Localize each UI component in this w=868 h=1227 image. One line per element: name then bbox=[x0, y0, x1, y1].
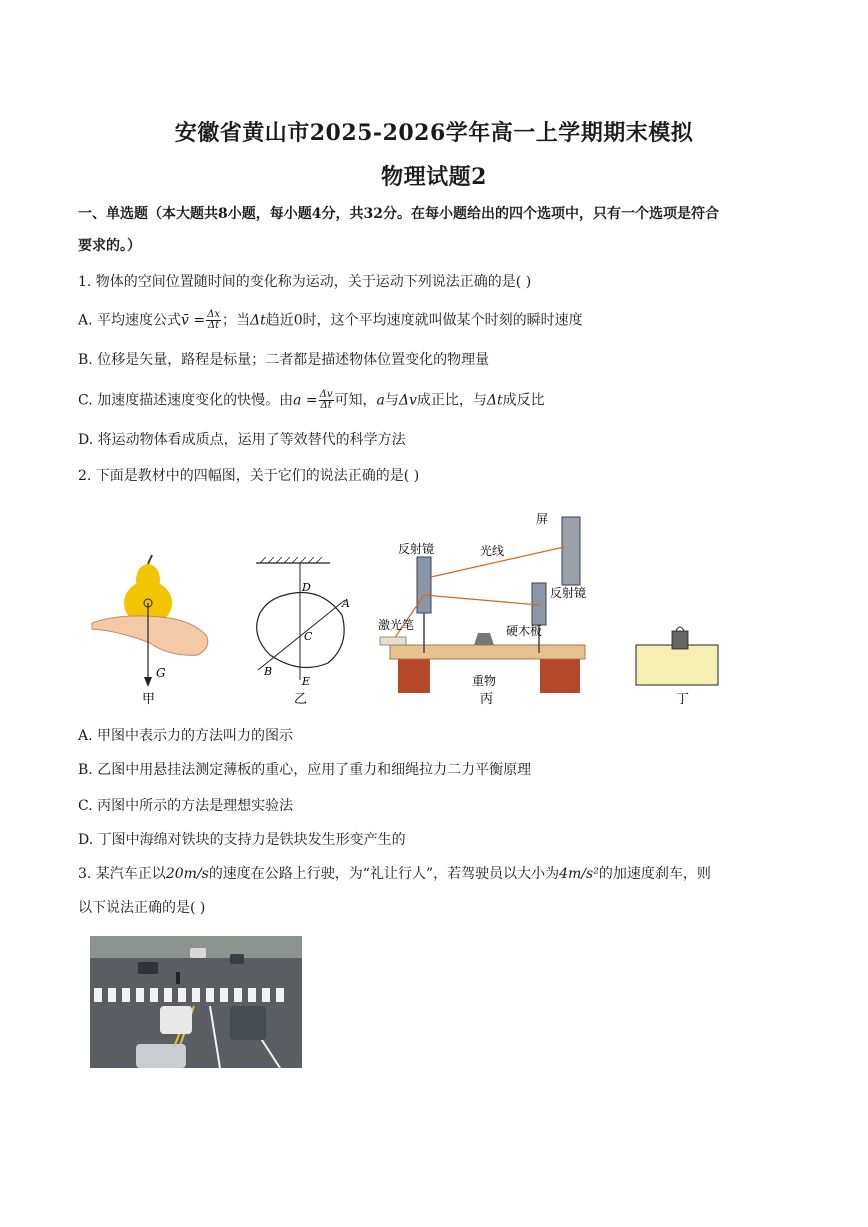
caption-jia: 甲 bbox=[142, 692, 156, 707]
q1-a-mid: ；当 bbox=[221, 312, 250, 329]
q1-a-prefix: A. 平均速度公式 bbox=[78, 312, 182, 329]
mirror-left bbox=[417, 557, 431, 613]
car-far bbox=[190, 948, 206, 958]
stripe bbox=[178, 988, 186, 1002]
sponge bbox=[636, 645, 718, 685]
q1-c-dv: Δv bbox=[398, 392, 417, 409]
figure-bing bbox=[378, 512, 586, 693]
q1-c-mid3: 成正比，与 bbox=[416, 392, 487, 409]
hatch bbox=[300, 557, 306, 563]
stripe bbox=[108, 988, 116, 1002]
q1-a-fraction bbox=[206, 310, 221, 331]
q1-c-frac-num: Δv bbox=[319, 389, 333, 400]
q1-a-dt: Δt bbox=[249, 312, 266, 329]
label-screen: 屏 bbox=[536, 512, 549, 526]
figure-jia bbox=[92, 555, 208, 687]
stripe bbox=[150, 988, 158, 1002]
stripe bbox=[262, 988, 270, 1002]
q1-a-frac-num: Δx bbox=[207, 309, 220, 320]
label-weight: 重物 bbox=[472, 674, 497, 688]
label-D: D bbox=[302, 581, 311, 594]
hard-board bbox=[390, 645, 585, 659]
label-A: A bbox=[342, 597, 350, 610]
q2-option-b[interactable]: B. 乙图中用悬挂法测定薄板的重心，应用了重力和细绳拉力二力平衡原理 bbox=[78, 762, 532, 778]
q3-accel: 4m/s² bbox=[559, 866, 599, 882]
iron-hook bbox=[676, 627, 684, 631]
q1-c-a: a = bbox=[293, 392, 318, 409]
q3-speed: 20m/s bbox=[165, 866, 209, 882]
q1-c-dt: Δt bbox=[486, 392, 503, 409]
car-white bbox=[160, 1006, 192, 1034]
label-mirror2: 反射镜 bbox=[550, 586, 587, 600]
screen bbox=[562, 517, 580, 585]
car-far bbox=[230, 954, 244, 964]
q1-c-prefix: C. 加速度描述速度变化的快慢。由 bbox=[78, 392, 294, 409]
q1-a-vbar: v̄ = bbox=[181, 312, 206, 329]
light-ray-2 bbox=[424, 595, 539, 605]
stripe bbox=[136, 988, 144, 1002]
section-heading-cont: 要求的。） bbox=[78, 238, 141, 254]
q1-c-mid1: 可知， bbox=[334, 392, 377, 409]
laser-pen bbox=[380, 637, 406, 645]
q3-stem-prefix: 3. 某汽车正以 bbox=[78, 866, 166, 882]
stripe bbox=[192, 988, 200, 1002]
caption-ding: 丁 bbox=[676, 692, 690, 707]
q3-stem-line2: 以下说法正确的是( ) bbox=[78, 900, 206, 916]
q3-stem bbox=[78, 864, 711, 884]
stripe bbox=[206, 988, 214, 1002]
q1-option-c[interactable] bbox=[78, 390, 545, 411]
hatch bbox=[316, 557, 322, 563]
label-G: G bbox=[156, 666, 166, 680]
label-E: E bbox=[302, 675, 311, 688]
stripe bbox=[248, 988, 256, 1002]
q2-option-d[interactable]: D. 丁图中海绵对铁块的支持力是铁块发生形变产生的 bbox=[78, 832, 406, 848]
q2-option-c[interactable]: C. 丙图中所示的方法是理想实验法 bbox=[78, 798, 294, 814]
hatch bbox=[292, 557, 298, 563]
page-title-line1: 安徽省黄山市2025-2026学年高一上学期期末模拟 bbox=[174, 120, 694, 146]
q2-stem: 2. 下面是教材中的四幅图，关于它们的说法正确的是( ) bbox=[78, 468, 420, 484]
stripe bbox=[94, 988, 102, 1002]
label-B: B bbox=[264, 665, 273, 678]
q1-stem: 1. 物体的空间位置随时间的变化称为运动，关于运动下列说法正确的是( ) bbox=[78, 274, 532, 290]
hatch bbox=[308, 557, 314, 563]
label-board: 硬木板 bbox=[506, 624, 543, 638]
q2-option-a[interactable]: A. 甲图中表示力的方法叫力的图示 bbox=[78, 728, 294, 744]
label-mirror1: 反射镜 bbox=[398, 542, 435, 556]
q3-road-photo bbox=[90, 936, 302, 1068]
q1-c-frac-den: Δt bbox=[320, 400, 332, 411]
q3-stem-mid: 的速度在公路上行驶，为“礼让行人”，若驾驶员以大小为 bbox=[208, 866, 560, 882]
stripe bbox=[122, 988, 130, 1002]
label-light: 光线 bbox=[480, 544, 505, 558]
label-C: C bbox=[304, 630, 313, 643]
q1-c-mid2: 与 bbox=[384, 392, 399, 409]
label-laser: 激光笔 bbox=[378, 618, 415, 632]
figure-yi bbox=[256, 557, 350, 688]
hatch bbox=[276, 557, 282, 563]
hatch bbox=[268, 557, 274, 563]
gravity-arrow-head bbox=[144, 677, 152, 687]
q1-c-suffix: 成反比 bbox=[502, 392, 545, 409]
pear-stem bbox=[148, 555, 152, 564]
section-heading: 一、单选题（本大题共8小题，每小题4分，共32分。在每小题给出的四个选项中，只有一个选项是符合 bbox=[78, 206, 719, 222]
q1-c-fraction bbox=[319, 390, 334, 411]
q1-option-a[interactable] bbox=[78, 310, 583, 331]
car-far bbox=[138, 962, 158, 974]
car-gray bbox=[230, 1006, 266, 1040]
pear-top bbox=[136, 564, 160, 596]
figure-ding bbox=[636, 627, 718, 685]
weight-object bbox=[474, 633, 494, 645]
caption-bing: 丙 bbox=[480, 692, 494, 707]
hand-shape bbox=[92, 616, 208, 655]
q3-stem-suffix: 的加速度刹车，则 bbox=[598, 866, 711, 882]
stripe bbox=[234, 988, 242, 1002]
hatch bbox=[284, 557, 290, 563]
stripe bbox=[164, 988, 172, 1002]
q2-figures bbox=[80, 505, 720, 710]
caption-yi: 乙 bbox=[294, 692, 308, 707]
hatch bbox=[260, 557, 266, 563]
q1-a-frac-den: Δt bbox=[207, 320, 220, 331]
q1-c-a2: a bbox=[376, 392, 385, 409]
stripe bbox=[220, 988, 228, 1002]
car-front bbox=[136, 1044, 186, 1068]
q1-a-suffix: 趋近0时，这个平均速度就叫做某个时刻的瞬时速度 bbox=[265, 312, 583, 329]
q1-option-b[interactable]: B. 位移是矢量，路程是标量；二者都是描述物体位置变化的物理量 bbox=[78, 352, 490, 368]
page-title-line2: 物理试题2 bbox=[381, 164, 487, 190]
stripe bbox=[276, 988, 284, 1002]
q1-option-d[interactable]: D. 将运动物体看成质点，运用了等效替代的科学方法 bbox=[78, 432, 406, 448]
iron-block bbox=[672, 631, 688, 649]
pedestrian bbox=[176, 972, 180, 984]
